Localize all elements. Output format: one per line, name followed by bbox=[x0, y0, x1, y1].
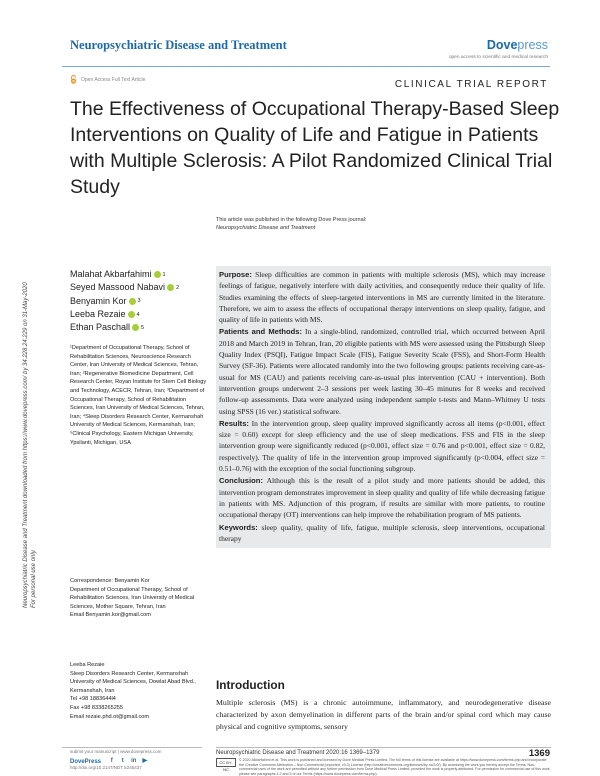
publication-note bbox=[216, 216, 366, 232]
linkedin-icon[interactable]: in bbox=[131, 758, 137, 765]
publisher-tagline: open access to scientific and medical research bbox=[448, 55, 548, 60]
dovepress-logo[interactable]: DovePress bbox=[70, 759, 102, 765]
open-access-badge bbox=[70, 75, 145, 84]
author-item[interactable]: Seyed Massood Nabavi 2 bbox=[70, 281, 179, 294]
license-text: © 2020 Akbarfahimi et al. This work is published and licensed by Dove Medical Press Limited. The full terms of this license are available at https://www.dovepress.com/terms.php and incorporate the Creative Commons Attribution – Non Commercial (unported, v3.0) License (http://creativecommons.org/licenses/by-nc/3.0/). By accessing the work you hereby accept the Terms. Non-commercial uses of the work are permitted without any further permission from Dove Medical Press Limited, provided the work is properly attributed. For permission for commercial use of this work, please see paragraphs 4.2 and 5 of our Terms (https://www.dovepress.com/terms.php). bbox=[239, 758, 551, 776]
journal-name: Neuropsychiatric Disease and Treatment bbox=[70, 38, 287, 52]
page-number: 1369 bbox=[528, 748, 550, 759]
download-watermark bbox=[22, 128, 44, 608]
abstract-keywords-label: Keywords: bbox=[219, 522, 258, 532]
introduction-paragraph: Multiple sclerosis (MS) is a chronic autoimmune, inflammatory, and neurodegenerative disease characterized by axon demyelination in different parts of the brain and/or spinal cord which may cause physical and cognitive symptoms, sensory bbox=[216, 698, 551, 731]
orcid-icon[interactable] bbox=[129, 298, 136, 305]
abstract-conclusion bbox=[219, 475, 545, 520]
facebook-icon[interactable]: f bbox=[110, 758, 113, 765]
author-item[interactable]: Benyamin Kor 3 bbox=[70, 295, 179, 308]
orcid-icon[interactable] bbox=[128, 311, 135, 318]
correspondence-secondary: Leeba Rezaie Sleep Disorders Research Center, Kermanshah University of Medical Sciences, Dowlat Abad Blvd., Kermanshah, Iran Tel +98 1883644l4 Fax +98 8338265255 Email rezaie.phd.ot@gmail.com bbox=[70, 662, 196, 720]
orcid-icon[interactable] bbox=[154, 271, 161, 278]
correspondence-primary: Correspondence: Benyamin Kor Department of Occupational Therapy, School of Rehabilitation Sciences, Iran University of Medical Sciences, Mother Square, Tehran, Iran Email Benyamin.kor@gmail.com bbox=[70, 578, 195, 619]
open-access-label: Open Access Full Text Article bbox=[81, 76, 146, 83]
article-type: CLINICAL TRIAL REPORT bbox=[394, 79, 548, 90]
author-item[interactable]: Leeba Rezaie 4 bbox=[70, 308, 179, 321]
footer-citation: Neuropsychiatric Disease and Treatment 2020:16 1369–1379 bbox=[216, 750, 380, 756]
creative-commons-icon[interactable]: CC BY-NC bbox=[216, 758, 236, 767]
author-item[interactable]: Ethan Paschall 5 bbox=[70, 321, 179, 334]
license-block bbox=[216, 758, 551, 776]
author-name: Ethan Paschall bbox=[70, 322, 131, 333]
abstract-results-label: Results: bbox=[219, 418, 249, 428]
abstract-purpose-text: Sleep difficulties are common in patients with multiple sclerosis (MS), which may increase feelings of fatigue, negatively interfere with daily activities, and consequently reduce their quality of life. Studies examining the effects of sleep-targeted interventions in MS are currently limited in the literature. Therefore, we aim to assess the effects of occupational therapy interventions on sleep quality, fatigue, and quality of life in patients with MS. bbox=[219, 270, 545, 325]
abstract-conclusion-label: Conclusion: bbox=[219, 476, 263, 486]
abstract-box bbox=[216, 266, 551, 548]
footer-divider-right bbox=[216, 747, 551, 748]
social-links bbox=[108, 758, 148, 765]
abstract-results bbox=[219, 418, 545, 474]
download-watermark-line1: Neuropsychiatric Disease and Treatment downloaded from https://www.dovepress.com/ by 34.228.24.229 on 31-May-2020 bbox=[23, 282, 29, 608]
abstract-conclusion-text: Although this is the result of a pilot study and more patients should be added, this intervention program demonstrates improvement in sleep quality and quality of life while decreasing fatigue in patients with MS. Adjunction of this program, if results are similar with more patients, to routine occupational therapy (OT) interventions can help improve the rehabilitation program of MS patients. bbox=[219, 476, 545, 520]
abstract-purpose bbox=[219, 269, 545, 325]
author-item[interactable]: Malahat Akbarfahimi 1 bbox=[70, 268, 179, 281]
publisher-logo[interactable] bbox=[487, 38, 548, 52]
section-heading-introduction: Introduction bbox=[216, 678, 285, 692]
author-list bbox=[70, 268, 179, 334]
download-watermark-line2: For personal use only. bbox=[31, 549, 37, 608]
submit-manuscript-link[interactable]: submit your manuscript | www.dovepress.com bbox=[70, 749, 162, 754]
abstract-purpose-label: Purpose: bbox=[219, 270, 252, 279]
author-name: Benyamin Kor bbox=[70, 295, 127, 306]
abstract-methods-label: Patients and Methods: bbox=[219, 327, 303, 337]
abstract-results-text: In the intervention group, sleep quality improved significantly across all items (p<0.001, effect size = 0.60) except for sleep efficiency and the use of sleep medications. FSS and FIS in the sleep intervention group were significantly reduced (p<0.001, effect size = 0.76 and p<0.001, effect size = 0.82, respectively). The quality of life in the intervention group improved significantly (p<0.004, effect size = 0.51–0.76) with the exception of the social functioning subgroup. bbox=[219, 418, 545, 474]
author-name: Malahat Akbarfahimi bbox=[70, 269, 152, 279]
abstract-keywords bbox=[219, 522, 545, 545]
author-name: Leeba Rezaie bbox=[70, 308, 126, 319]
abstract-methods bbox=[219, 326, 545, 416]
orcid-icon[interactable] bbox=[132, 324, 139, 331]
article-title: The Effectiveness of Occupational Therapy-Based Sleep Interventions on Quality of Life and Fatigue in Patients with Multiple Sclerosis: A Pilot Randomized Clinical Trial Study bbox=[70, 98, 560, 198]
orcid-icon[interactable] bbox=[167, 284, 174, 291]
publication-note-line1: This article was published in the following Dove Press journal: bbox=[216, 217, 367, 223]
footer-divider-left bbox=[62, 747, 202, 748]
abstract-methods-text: In a single-blind, randomized, controlled trial, which occurred between April 2018 and March 2019 in Tehran, Iran, 20 eligible patients with MS were assessed using the Pittsburgh Sleep Quality Index (PSQI), Fatigue Impact Scale (FIS), Fatigue Severity Scale (FSS), and Short-Form Health Survey (SF-36). Patients were allocated randomly into the two following groups: patients receiving care-as-usual for MS (CAU) and patients receiving care-as-usual plus intervention (CAU + intervention). Both intervention groups underwent 2–3 sessions per week lasting 30–45 minutes for 8 weeks and received follow-up assessments. Data were analyzed using independent sample t-tests and Mann–Whitney U tests using SPSS (16 ver.) statistical software. bbox=[219, 327, 545, 416]
publication-note-journal: Neuropsychiatric Disease and Treatment bbox=[216, 225, 316, 231]
brand-light: press bbox=[517, 38, 548, 52]
open-access-icon bbox=[70, 75, 77, 84]
abstract-keywords-text: sleep quality, quality of life, fatigue, multiple sclerosis, sleep interventions, occupational therapy bbox=[219, 522, 545, 543]
header-divider bbox=[62, 66, 550, 67]
author-name: Seyed Massood Nabavi bbox=[70, 282, 166, 293]
affiliations: ¹Department of Occupational Therapy, School of Rehabilitation Sciences, Neuroscience Research Center, Iran University of Medical Sciences, Tehran, Iran; ²Regenerative Biomedicine Department, Cell Research Center, Royan Institute for Stem Cell Biology and Technology, ACECR, Tehran, Iran; ³Department of Occupational Therapy, School of Rehabilitation Sciences, Iran University of Medical Sciences, Tehran, Iran; ⁴Sleep Disorders Research Center, Kermanshah University of Medical Sciences, Kermanshah, Iran; ⁵Clinical Psychology, Eastern Michigan University, Ypsilanti, Michigan, USA bbox=[70, 345, 207, 446]
youtube-icon[interactable]: ▶ bbox=[142, 758, 148, 765]
footer-left bbox=[70, 749, 161, 771]
brand-bold: Dove bbox=[486, 38, 518, 52]
twitter-icon[interactable]: t bbox=[121, 758, 124, 765]
doi-link[interactable]: http://doi.org/10.2147/NDT.S245437 bbox=[70, 765, 142, 771]
